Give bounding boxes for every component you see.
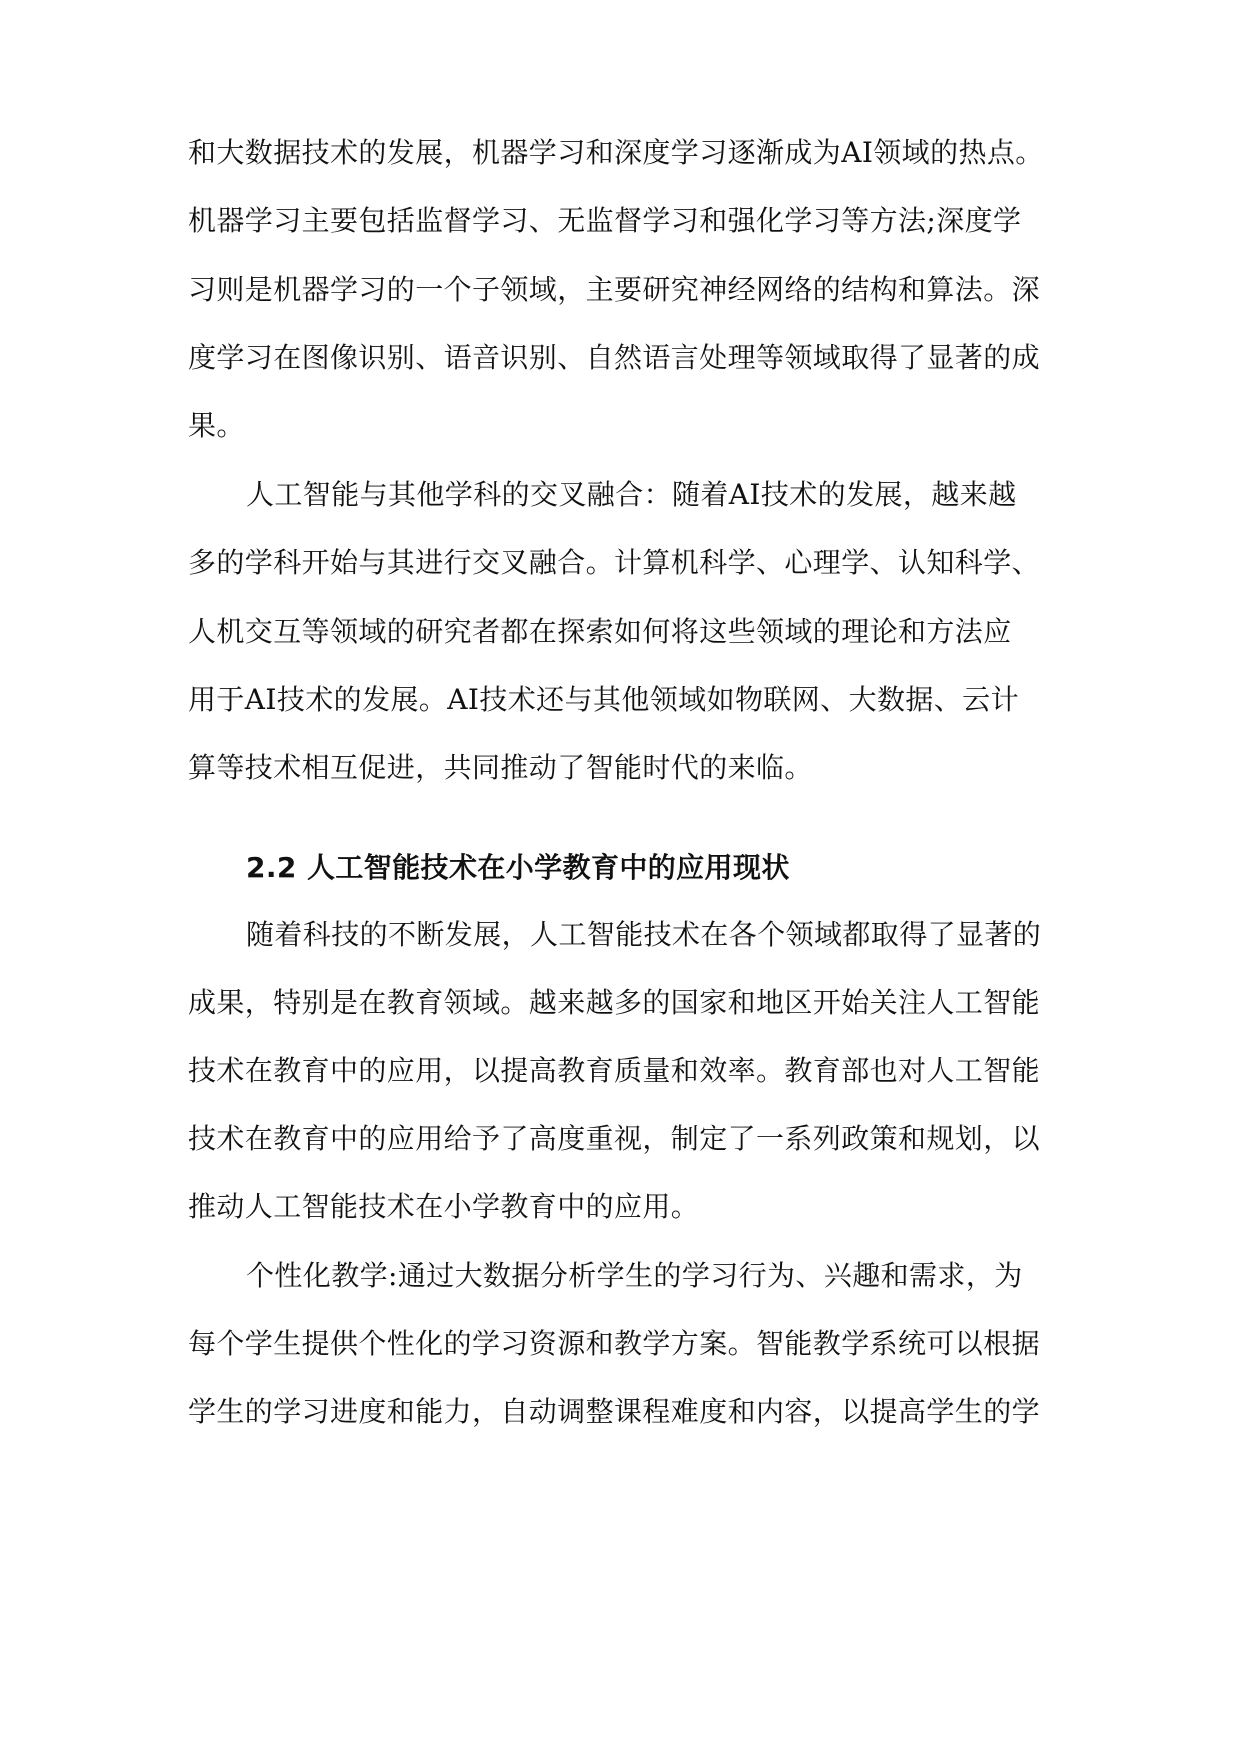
- paragraph-1-line-5: 果。: [188, 409, 245, 442]
- paragraph-3-line-1: 随着科技的不断发展，人工智能技术在各个领域都取得了显著的: [246, 918, 1042, 951]
- paragraph-1-line-1: 和大数据技术的发展，机器学习和深度学习逐渐成为AI领域的热点。: [188, 136, 1044, 169]
- paragraph-3-line-5: 推动人工智能技术在小学教育中的应用。: [188, 1190, 700, 1223]
- paragraph-4-line-1: 个性化教学:通过大数据分析学生的学习行为、兴趣和需求，为: [246, 1259, 1023, 1292]
- paragraph-1-line-3: 习则是机器学习的一个子领域，主要研究神经网络的结构和算法。深: [188, 273, 1041, 306]
- paragraph-1-line-2: 机器学习主要包括监督学习、无监督学习和强化学习等方法;深度学: [188, 204, 1022, 237]
- paragraph-4-line-2: 每个学生提供个性化的学习资源和教学方案。智能教学系统可以根据: [188, 1327, 1041, 1360]
- paragraph-3-line-2: 成果，特别是在教育领域。越来越多的国家和地区开始关注人工智能: [188, 986, 1041, 1019]
- paragraph-2-line-2: 多的学科开始与其进行交叉融合。计算机科学、心理学、认知科学、: [188, 546, 1041, 579]
- paragraph-2-line-4: 用于AI技术的发展。AI技术还与其他领域如物联网、大数据、云计: [188, 683, 1019, 716]
- paragraph-2-line-5: 算等技术相互促进，共同推动了智能时代的来临。: [188, 751, 813, 784]
- paragraph-2-line-1: 人工智能与其他学科的交叉融合：随着AI技术的发展，越来越: [246, 478, 1017, 511]
- section-heading: 2.2 人工智能技术在小学教育中的应用现状: [246, 851, 790, 884]
- paragraph-1-line-4: 度学习在图像识别、语音识别、自然语言处理等领域取得了显著的成: [188, 341, 1041, 374]
- paragraph-2-line-3: 人机交互等领域的研究者都在探索如何将这些领域的理论和方法应: [188, 615, 1012, 648]
- paragraph-3-line-4: 技术在教育中的应用给予了高度重视，制定了一系列政策和规划，以: [188, 1122, 1041, 1155]
- paragraph-4-line-3: 学生的学习进度和能力，自动调整课程难度和内容，以提高学生的学: [188, 1395, 1041, 1428]
- paragraph-3-line-3: 技术在教育中的应用，以提高教育质量和效率。教育部也对人工智能: [188, 1054, 1041, 1087]
